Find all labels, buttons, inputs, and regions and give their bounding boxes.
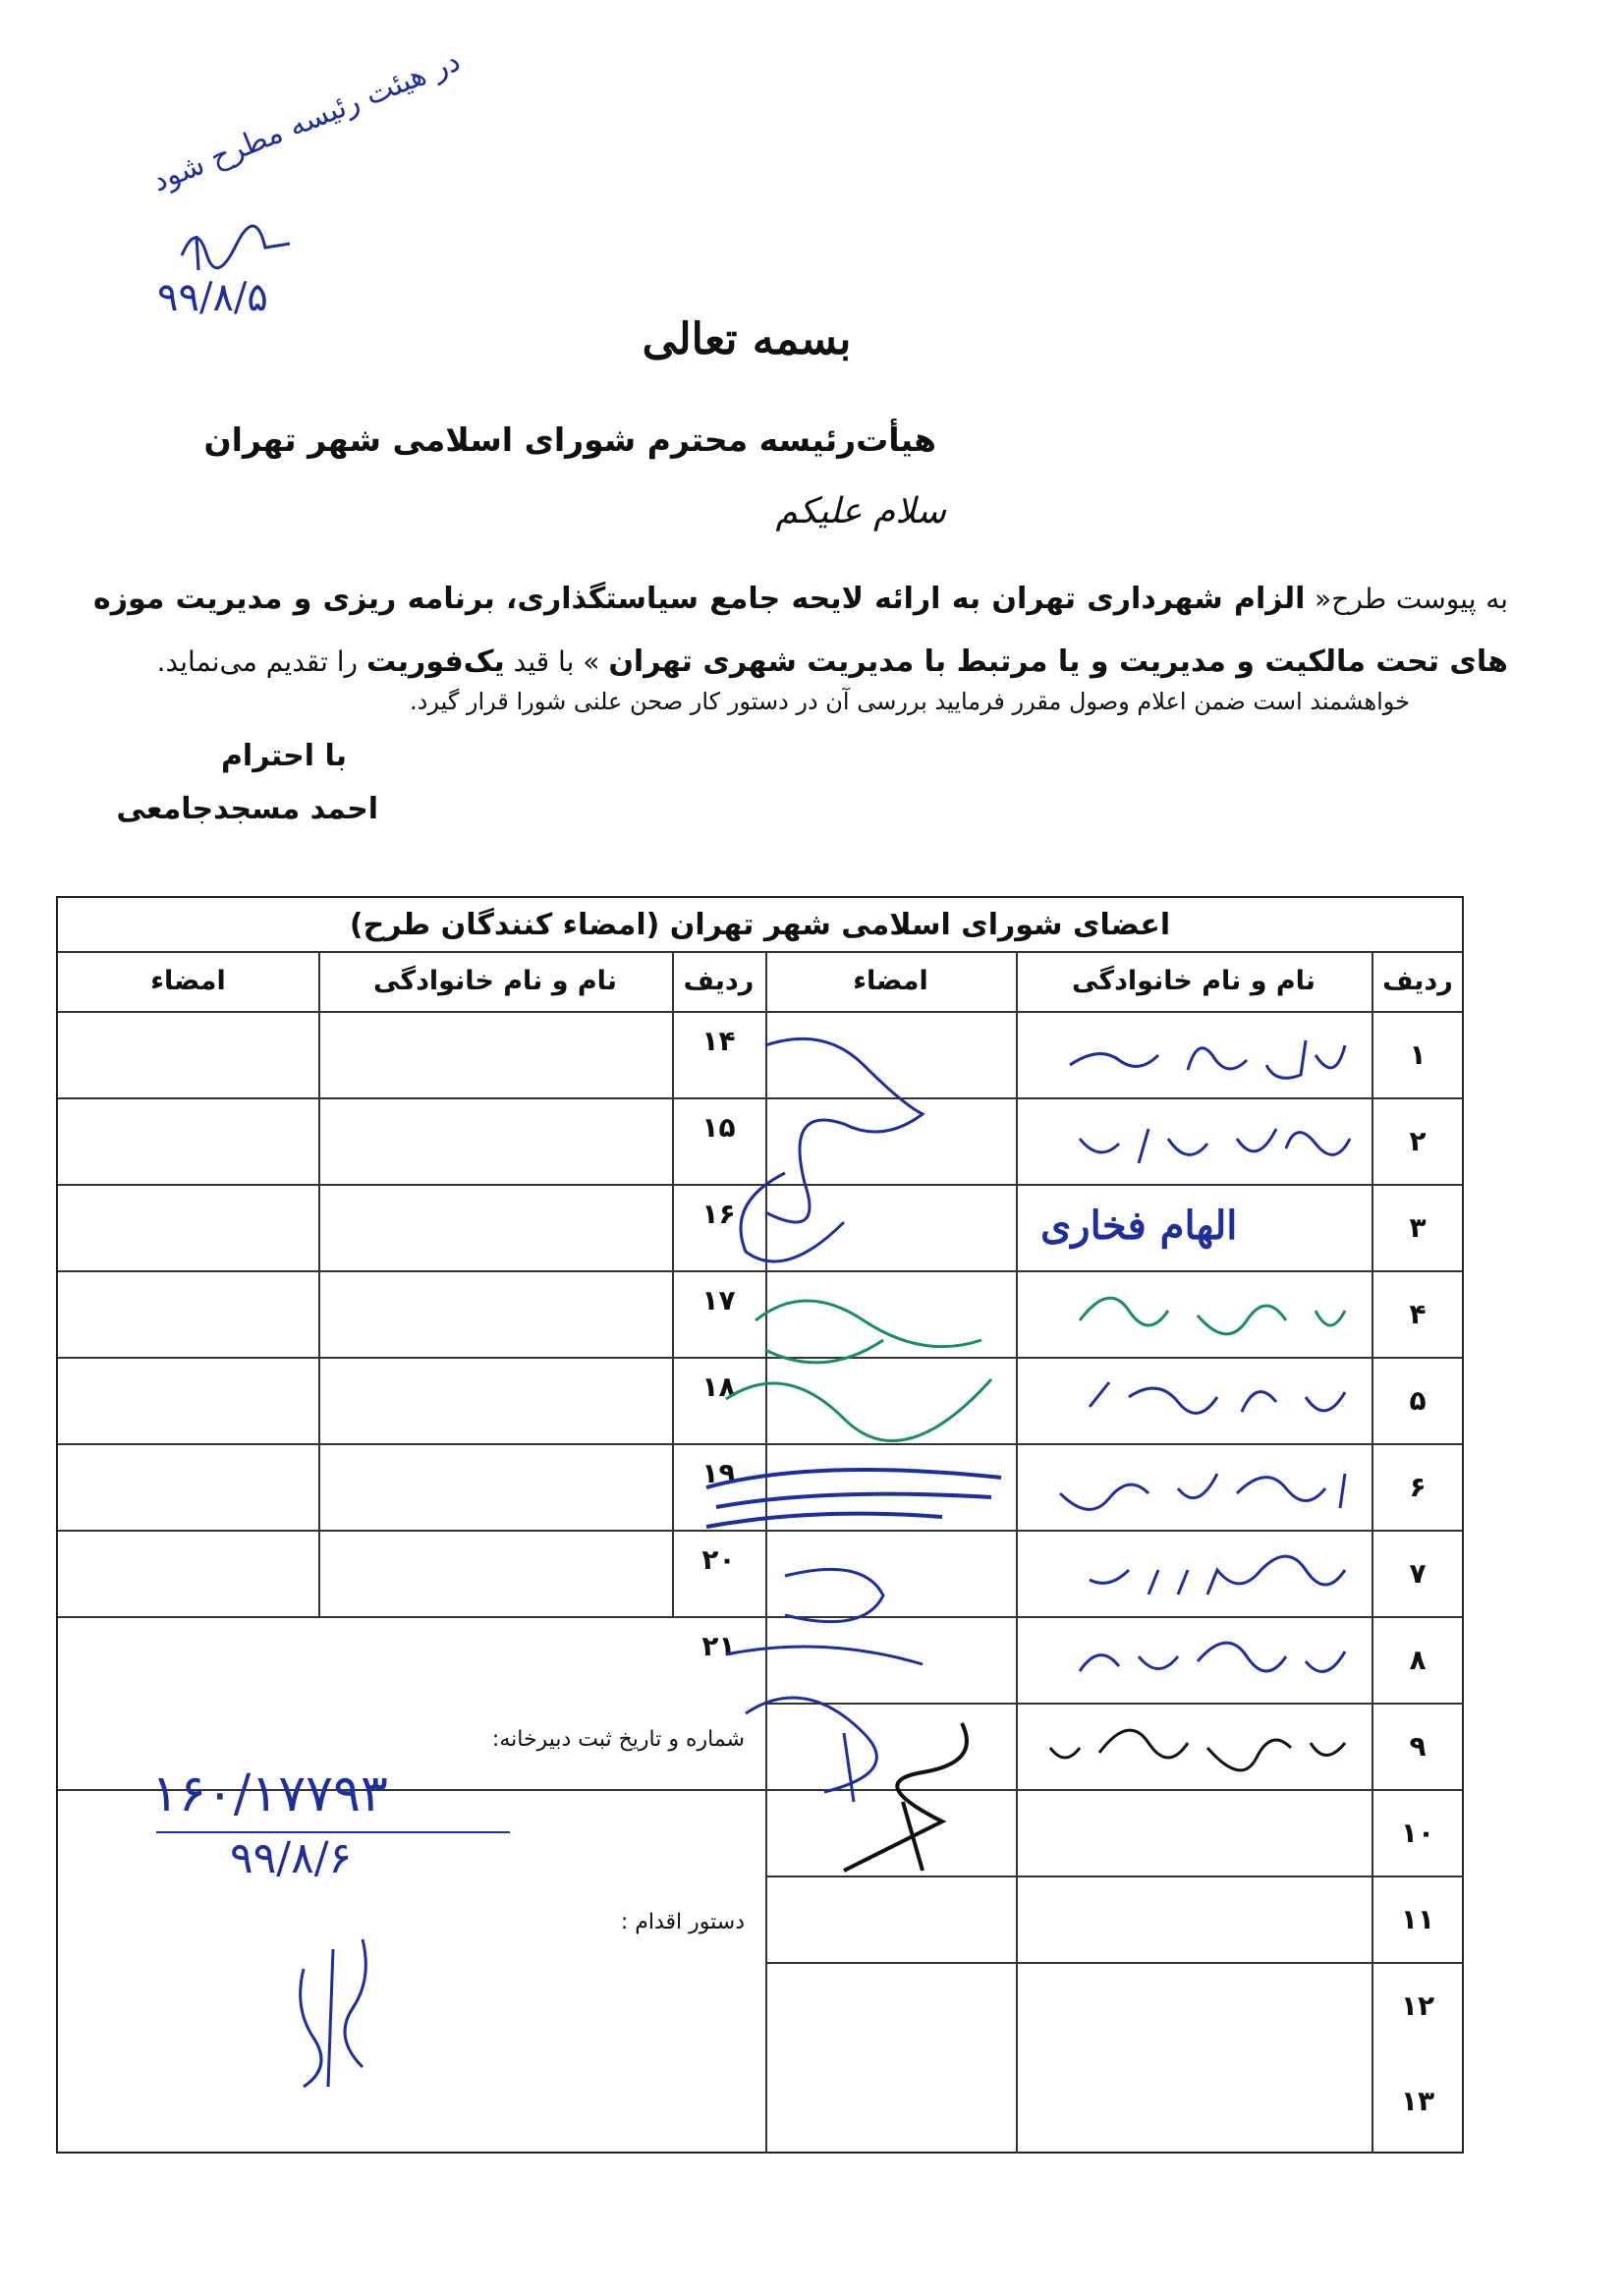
row-number: ۳ xyxy=(1409,1210,1427,1244)
initials-scribble xyxy=(177,216,295,275)
letter-request: خواهشمند است ضمن اعلام وصول مقرر فرمایید بررسی آن در دستور کار صحن علنی شورا قرار گیرد. xyxy=(410,688,1410,715)
registration-number: ۱۶۰/۱۷۷۹۳ xyxy=(151,1764,388,1823)
row-number: ۱ xyxy=(1409,1037,1427,1071)
row-number: ۸ xyxy=(1409,1643,1427,1676)
bismillah-heading: بسمه تعالی xyxy=(642,314,852,364)
name-scribble-9 xyxy=(1031,1713,1355,1782)
handwritten-top-date: ۹۹/۸/۵ xyxy=(157,275,268,320)
plan-title: الزام شهرداری تهران به ارائه لایحه جامع سیاستگذاری، برنامه ریزی و مدیریت موزه های تحت مالکیت و مدیریت و یا مرتبط با مدیریت شهری تهران xyxy=(93,582,1508,679)
header-sign-right: امضاء xyxy=(853,966,928,996)
letter-prefix: به پیوست طرح« xyxy=(1315,583,1508,615)
row-number: ۲ xyxy=(1409,1124,1427,1157)
row-number: ۲۱ xyxy=(701,1629,736,1662)
letter-body xyxy=(93,568,1508,694)
header-name-right: نام و نام خانوادگی xyxy=(1072,966,1316,996)
name-scribble-8 xyxy=(1031,1627,1355,1696)
row-number: ۱۸ xyxy=(701,1370,736,1403)
table-title: اعضای شورای اسلامی شهر تهران (امضاء کنندگان طرح) xyxy=(349,907,1171,942)
action-label: دستور اقدام : xyxy=(620,1910,745,1934)
row-number: ۴ xyxy=(1409,1297,1427,1330)
row-number: ۵ xyxy=(1409,1383,1427,1417)
row-number: ۱۵ xyxy=(701,1110,736,1144)
row-number: ۲۰ xyxy=(701,1542,736,1576)
name-scribble-4 xyxy=(1021,1281,1355,1350)
row-number: ۱۴ xyxy=(701,1024,736,1057)
regards: با احترام xyxy=(220,739,347,773)
action-note-scribble xyxy=(274,1930,392,2097)
row-number: ۱۱ xyxy=(1400,1902,1435,1935)
signer-name: احمد مسجدجامعی xyxy=(116,792,378,826)
row-number: ۱۷ xyxy=(701,1283,736,1316)
name-scribble-2 xyxy=(1040,1109,1355,1178)
row-number: ۷ xyxy=(1409,1556,1427,1590)
registration-label: شماره و تاریخ ثبت دبیرخانه: xyxy=(491,1727,745,1752)
handwritten-top-note: در هیئت رئیسه مطرح شود xyxy=(147,43,466,199)
member-name-handwritten: الهام فخاری xyxy=(1040,1203,1238,1249)
registration-date: ۹۹/۸/۶ xyxy=(230,1833,353,1883)
row-number: ۱۶ xyxy=(701,1197,736,1230)
signatures-scribble xyxy=(667,1026,1021,1812)
name-scribble-5 xyxy=(1031,1368,1355,1436)
row-number: ۱۲ xyxy=(1400,1988,1435,2022)
urgency-label: یک‌فوریت xyxy=(365,644,505,679)
header-row-left: ردیف xyxy=(683,966,755,996)
row-number: ۱۳ xyxy=(1400,2085,1435,2117)
letter-mid: » با قید xyxy=(513,645,600,678)
row-number: ۱۹ xyxy=(701,1456,736,1489)
header-name-left: نام و نام خانوادگی xyxy=(373,966,617,996)
name-scribble-1 xyxy=(1040,1026,1355,1094)
signatories-table xyxy=(56,896,1464,2154)
greeting: سلام علیکم xyxy=(775,491,946,532)
row-number: ۹ xyxy=(1409,1729,1427,1763)
name-scribble-6 xyxy=(1031,1454,1355,1523)
row-number: ۶ xyxy=(1409,1470,1427,1503)
name-scribble-7 xyxy=(1040,1540,1355,1609)
header-sign-left: امضاء xyxy=(150,966,226,996)
addressee: هیأت‌رئیسه محترم شورای اسلامی شهر تهران xyxy=(203,420,936,459)
signature-row-9 xyxy=(805,1704,1001,1880)
letter-suffix: را تقدیم می‌نماید. xyxy=(156,645,359,678)
header-row-right: ردیف xyxy=(1382,966,1453,996)
row-number: ۱۰ xyxy=(1400,1816,1435,1849)
